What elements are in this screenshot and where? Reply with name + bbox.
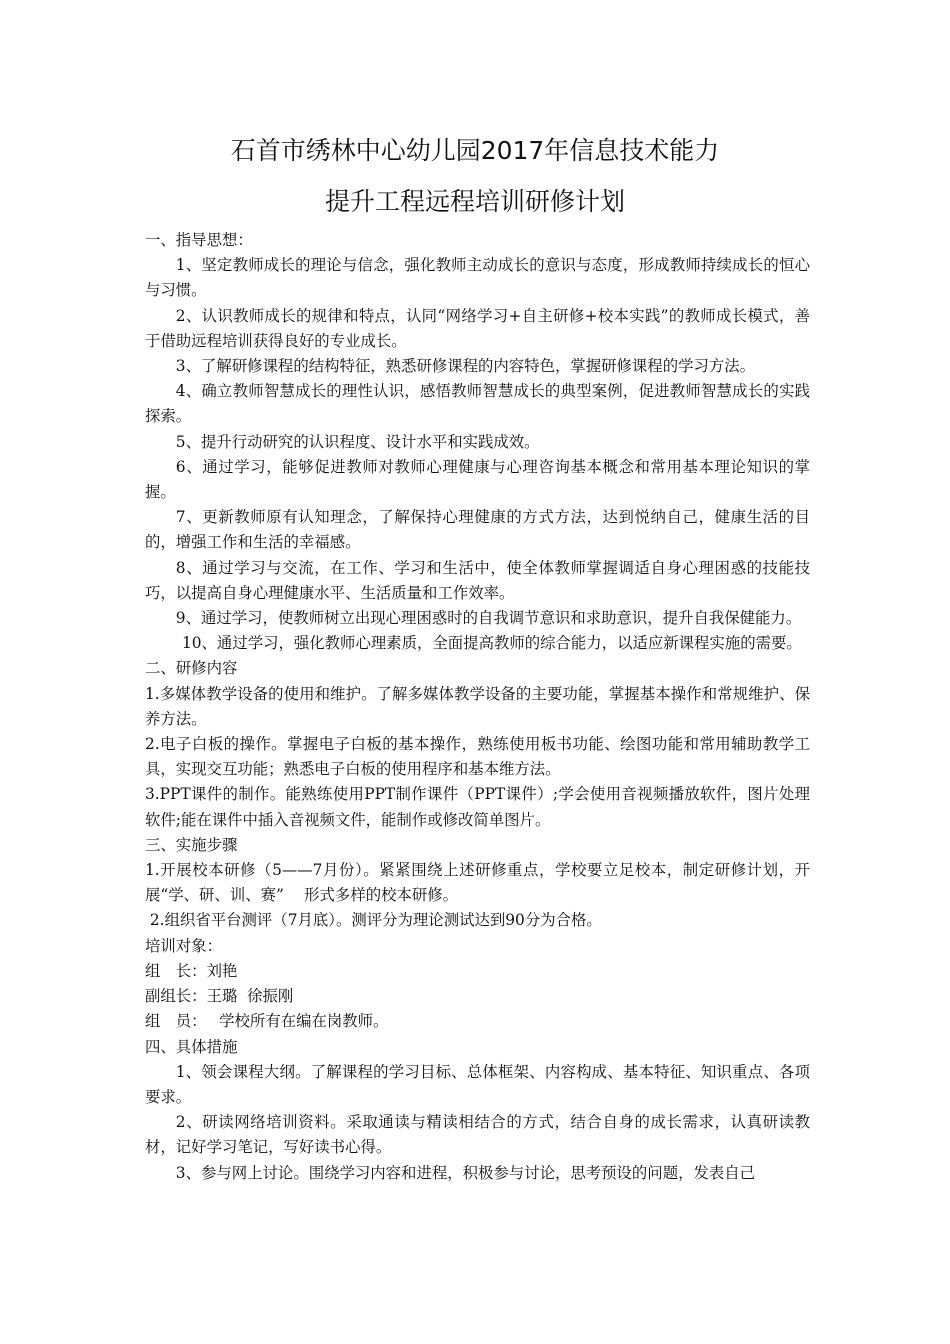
list-item: 2、认识教师成长的规律和特点，认同“网络学习+自主研修+校本实践”的教师成长模式，善于借助远程培训获得良好的专业成长。 [145,306,810,350]
deputy-leader-line: 副组长：王璐 徐振刚 [145,987,294,1006]
list-item: 2、研读网络培训资料。采取通读与精读相结合的方式，结合自身的成长需求，认真研读教材，记好学习笔记，写好读书心得。 [145,1113,810,1157]
document-title-line-2: 提升工程远程培训研修计划 [324,187,625,216]
list-item: 1、坚定教师成长的理论与信念，强化教师主动成长的意识与态度，形成教师持续成长的恒心与习惯。 [145,256,810,300]
group-members-line: 组 员： 学校所有在编在岗教师。 [145,1012,389,1031]
training-targets-heading: 培训对象： [145,936,222,955]
list-item: 2.电子白板的操作。掌握电子白板的基本操作，熟练使用板书功能、绘图功能和常用辅助教学工具，实现交互功能；熟悉电子白板的使用程序和基本维方法。 [145,735,810,779]
section-heading-implementation-steps: 三、实施步骤 [145,835,238,854]
list-item: 6、通过学习，能够促进教师对教师心理健康与心理咨询基本概念和常用基本理论知识的掌握。 [145,457,810,502]
section-heading-guiding-thought: 一、指导思想： [145,231,253,249]
list-item: 5、提升行动研究的认识程度、设计水平和实践成效。 [175,432,540,451]
section-heading-specific-measures: 四、具体措施 [145,1037,238,1056]
list-item: 2.组织省平台测评（7月底）。测评分为理论测试达到90分为合格。 [145,911,602,930]
list-item: 3.PPT课件的制作。能熟练使用PPT制作课件（PPT课件）;学会使用音视频播放软件，图片处理软件;能在课件中插入音视频文件，能制作或修改简单图片。 [145,785,810,829]
list-item: 1、领会课程大纲。了解课程的学习目标、总体框架、内容构成、基本特征、知识重点、各项要求。 [145,1062,810,1106]
list-item: 7、更新教师原有认知理念，了解保持心理健康的方式方法，达到悦纳自己，健康生活的目的，增强工作和生活的幸福感。 [145,508,810,552]
list-item: 3、了解研修课程的结构特征，熟悉研修课程的内容特色，掌握研修课程的学习方法。 [175,357,756,376]
list-item: 3、参与网上讨论。围绕学习内容和进程，积极参与讨论，思考预设的问题，发表自己 [175,1163,756,1182]
list-item: 1.开展校本研修（5——7月份）。紧紧围绕上述研修重点，学校要立足校本，制定研修计划，开展“学、研、训、赛” 形式多样的校本研修。 [145,861,810,905]
group-leader-line: 组 长：刘艳 [145,961,238,980]
section-heading-study-content: 二、研修内容 [145,659,238,678]
list-item: 8、通过学习与交流，在工作、学习和生活中，使全体教师掌握调适自身心理困惑的技能技巧，以提高自身心理健康水平、生活质量和工作效率。 [145,558,810,602]
list-item: 9、通过学习，使教师树立出现心理困惑时的自我调节意识和求助意识，提升自我保健能力。 [175,609,802,628]
list-item: 10、通过学习，强化教师心理素质，全面提高教师的综合能力，以适应新课程实施的需要。 [181,634,802,653]
document-body [145,228,810,1186]
document-title-line-1: 石首市绣林中心幼儿园2017年信息技术能力 [230,136,720,165]
list-item: 1.多媒体教学设备的使用和维护。了解多媒体教学设备的主要功能，掌握基本操作和常规维护、保养方法。 [145,684,810,728]
list-item: 4、确立教师智慧成长的理性认识，感悟教师智慧成长的典型案例，促进教师智慧成长的实践探索。 [145,382,810,426]
